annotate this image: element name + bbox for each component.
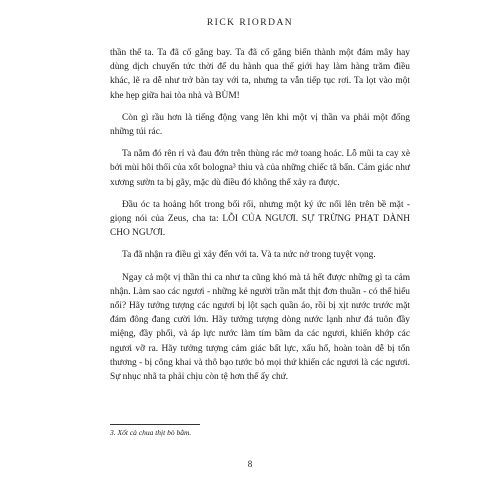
page-number: 8 <box>247 459 253 469</box>
paragraph: Còn gì rầu hơn là tiếng động vang lên khi một vị thần va phải một đống những túi rác. <box>110 112 410 138</box>
paragraph: Ta nằm đó rên rỉ và đau đớn trên thùng rác mở toang hoác. Lỗ mũi ta cay xè bởi mùi hôi thối của xốt bologna³ thiu và của những chiếc tã bẩn. Cảm giác như xương sườn ta bị gãy, mặc dù điều đó không thể xảy ra được. <box>110 149 410 188</box>
footnote: 3. Xốt cà chua thịt bò bằm. <box>110 428 192 437</box>
paragraph: thần thể ta. Ta đã cố gắng bay. Ta đã cố gắng biến thành một đám mây hay dùng dịch chuyển tức thời để du hành qua thế giới hay làm hàng trăm điều khác, lẽ ra dễ như trở bàn tay với ta, nhưng ta vẫn tiếp tục rơi. Ta lọt vào một khe hẹp giữa hai tòa nhà và BÙM! <box>110 48 410 101</box>
paragraph: Ta đã nhận ra điều gì xảy đến với ta. Và ta nức nở trong tuyệt vọng. <box>122 250 376 261</box>
paragraph: Ngay cả một vị thần thi ca như ta cũng khó mà tả hết được những gì ta cảm nhận. Làm sao các ngươi - những kẻ người trần mắt thịt đơn thuần - có thể hiểu nổi? Hãy tưởng tượng các ngươi bị lột sạch quần áo, rồi bị xịt nước trước mặt đám đông đang cười lớn. Hãy tưởng tượng dòng nước lạnh như đá tuôn đầy miệng, đầy phổi, và áp lực nước làm tím bầm da các ngươi, khiến khớp các ngươi vỡ ra. Hãy tưởng tượng cảm giác bất lực, xấu hổ, hoàn toàn dễ bị tổn thương - bị công khai và thô bạo tước bỏ mọi thứ khiến các ngươi là các ngươi. Sự nhục nhã ta phải chịu còn tệ hơn thế ấy chứ. <box>110 272 410 383</box>
footnote-divider <box>110 424 200 425</box>
paragraph: Đầu óc ta hoảng hốt trong bối rối, nhưng một ký ức nổi lên trên bề mặt - giọng nói của Zeus, cha ta: LỖI CỦA NGƯƠI. SỰ TRỪNG PHẠT DÀNH CHO NGƯƠI. <box>110 199 410 239</box>
running-header: RICK RIORDAN <box>206 18 294 28</box>
body-text <box>110 46 410 392</box>
